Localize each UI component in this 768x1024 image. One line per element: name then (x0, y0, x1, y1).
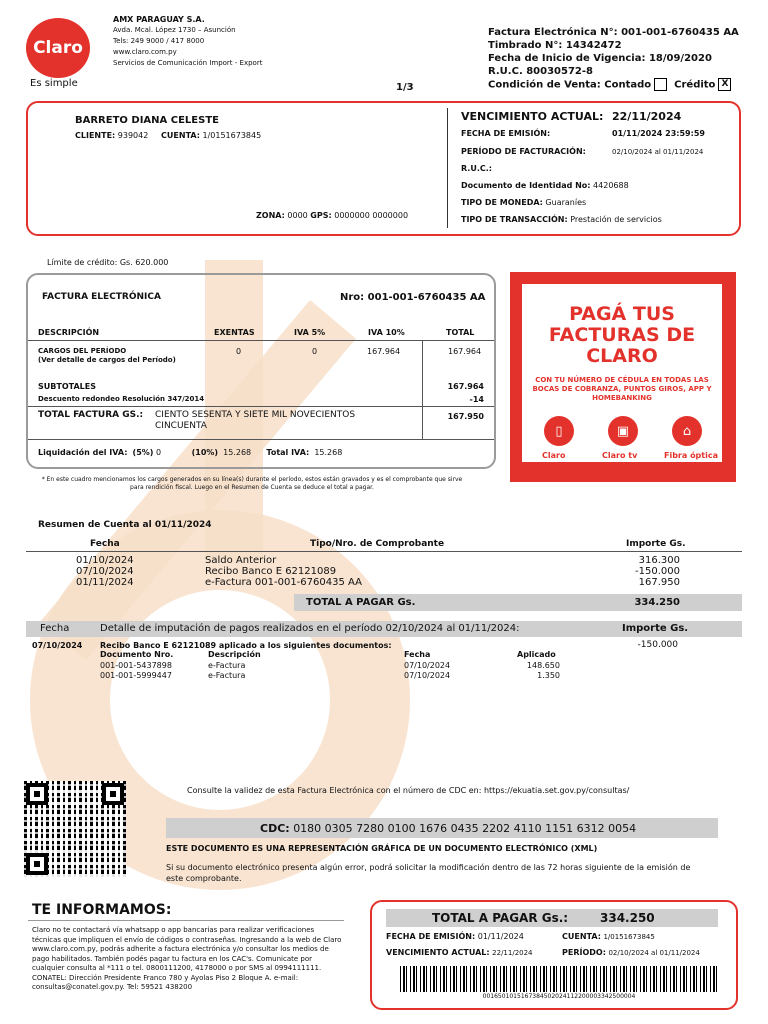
stub-cuenta-label: CUENTA: (562, 932, 601, 941)
table-line (28, 406, 494, 407)
ad-panel (522, 284, 722, 462)
summary-col-fecha: Fecha (90, 539, 120, 549)
customer-divider (447, 108, 448, 228)
row1-desc-main: CARGOS DEL PERÍODO (38, 347, 127, 355)
cdc-consult: Consulte la validez de esta Factura Electrónica con el número de CDC en: https://ekuatia.set.gov.py/consultas/ (187, 786, 630, 795)
summary-row-tipo: e-Factura 001-001-6760435 AA (205, 577, 362, 588)
row1-desc (38, 347, 176, 365)
cliente-label: CLIENTE: (75, 131, 116, 140)
company-activity: Servicios de Comunicación Import - Export (113, 59, 263, 67)
invoice-header (488, 26, 739, 92)
subtotales-label: SUBTOTALES (38, 382, 96, 391)
total-factura-words: CIENTO SESENTA Y SIETE MIL NOVECIENTOS CINCUENTA (155, 410, 356, 431)
payments-sub-aplicado: Aplicado (517, 650, 556, 659)
claro-logo (26, 18, 90, 78)
liq-5-value: 0 (155, 448, 162, 457)
barcode-number: 0016501015167384502024112200003342500004 (482, 993, 636, 1000)
summary-line (26, 551, 742, 552)
fact-nro: Nro: 001-001-6760435 AA (340, 292, 486, 303)
payments-col-importe: Importe Gs. (622, 623, 689, 634)
table-vline (422, 340, 423, 440)
stub-total-label: TOTAL A PAGAR Gs.: (432, 911, 569, 925)
ruc-label: R.U.C.: (461, 164, 492, 173)
fact-footnote: * En este cuadro mencionamos los cargos generados en su línea(s) durante el período, estos están gravados y es el comprobante que sirve para rendición fiscal. Luego en el Resumen de Cuenta se deduce el total a pagar. (41, 476, 463, 491)
row1-exentas: 0 (236, 347, 242, 356)
row1-iva5: 0 (312, 347, 318, 356)
fact-title: FACTURA ELECTRÓNICA (42, 292, 161, 302)
zona-label: ZONA: (256, 211, 285, 220)
tv-icon: ▣ (608, 416, 638, 446)
logo-text: Claro (33, 38, 83, 58)
payment-doc-aplicado: 1.350 (537, 671, 560, 680)
stub-periodo-label: PERÍODO: (562, 948, 606, 957)
credit-limit: Límite de crédito: Gs. 620.000 (47, 258, 169, 267)
cdc-label: CDC: (260, 822, 290, 835)
stub-cuenta (562, 932, 655, 941)
liq-label: Liquidación del IVA: (38, 448, 128, 457)
company-web: www.claro.com.py (113, 48, 177, 56)
condicion-label: Condición de Venta: (488, 79, 601, 91)
transaccion-label: TIPO DE TRANSACCIÓN: (461, 215, 568, 224)
transaccion-value: Prestación de servicios (570, 215, 662, 224)
row1-total: 167.964 (448, 347, 482, 356)
gps-label: GPS: (310, 211, 332, 220)
doc-row (461, 181, 629, 190)
descuento-value: -14 (469, 395, 484, 404)
timbrado: Timbrado N°: 14342472 (488, 40, 622, 51)
payments-doc-descs (208, 661, 245, 681)
row1-iva10: 167.964 (367, 347, 401, 356)
payment-doc-fecha: 07/10/2024 (404, 671, 451, 680)
payment-doc-fecha: 07/10/2024 (404, 661, 451, 670)
summary-row-fecha: 01/10/2024 (76, 555, 134, 566)
subtotales-value: 167.964 (447, 382, 484, 391)
qr-finder (26, 853, 48, 875)
stub-total-value: 334.250 (600, 911, 655, 925)
payments-doc-fechas (404, 661, 450, 681)
stub-emision-value: 01/11/2024 (477, 932, 524, 941)
summary-row-tipo: Saldo Anterior (205, 555, 277, 566)
xml-notice: ESTE DOCUMENTO ES UNA REPRESENTACIÓN GRÁFICA DE UN DOCUMENTO ELECTRÓNICO (XML) (166, 844, 598, 853)
summary-col-importe: Importe Gs. (626, 539, 686, 549)
moneda-value: Guaraníes (545, 198, 587, 207)
payments-doc-aplicados (500, 661, 560, 681)
payments-sub-doc: Documento Nro. (100, 650, 174, 659)
stub-emision-label: FECHA DE EMISIÓN: (386, 932, 476, 941)
payment-desc: Recibo Banco E 62121089 aplicado a los siguientes documentos: (100, 641, 392, 650)
summary-title: Resumen de Cuenta al 01/11/2024 (38, 520, 212, 530)
stub-periodo-value: 02/10/2024 al 01/11/2024 (608, 949, 700, 957)
stub-emision (386, 932, 524, 941)
company-ruc: R.U.C. 80030572-8 (488, 66, 593, 77)
customer-ids (75, 131, 261, 140)
ad-label-fibra: Fibra óptica (664, 451, 718, 460)
summary-tipos (205, 555, 362, 588)
venc-value: 22/11/2024 (612, 110, 682, 123)
info-line (28, 920, 344, 921)
payment-doc-nro: 001-001-5999447 (100, 671, 172, 680)
credito-checkbox: X (718, 78, 731, 91)
contado-label: Contado (604, 79, 652, 91)
zona-gps (256, 211, 408, 220)
total-factura-value: 167.950 (447, 412, 484, 421)
stub-venc-label: VENCIMIENTO ACTUAL: (386, 948, 490, 957)
summary-importes (600, 555, 680, 588)
home-icon: ⌂ (672, 416, 702, 446)
summary-col-tipo: Tipo/Nro. de Comprobante (310, 539, 445, 549)
descuento-label: Descuento redondeo Resolución 347/2014 (38, 395, 205, 403)
stub-venc (386, 948, 533, 957)
liq-10-label: (10%) (191, 448, 219, 457)
payment-doc-nro: 001-001-5437898 (100, 661, 172, 670)
credito-label: Crédito (674, 79, 716, 91)
total-iva-value: 15.268 (314, 448, 343, 457)
table-line (28, 439, 494, 440)
phone-icon: ▯ (544, 416, 574, 446)
summary-row-importe: -150.000 (635, 566, 680, 577)
payments-sub-fecha: Fecha (404, 650, 431, 659)
zona-value: 0000 (287, 211, 308, 220)
liquidacion-row (38, 448, 342, 457)
row1-desc-sub: (Ver detalle de cargos del Período) (38, 356, 176, 364)
qr-finder (102, 783, 124, 805)
ad-label-tv: Claro tv (602, 451, 638, 460)
cliente-value: 939042 (117, 131, 149, 140)
payments-sub-desc: Descripción (208, 650, 261, 659)
company-block (113, 14, 262, 69)
summary-row-fecha: 07/10/2024 (76, 566, 134, 577)
col-exentas: EXENTAS (214, 328, 255, 337)
barcode (400, 966, 718, 992)
stub-periodo (562, 948, 700, 957)
payment-doc-desc: e-Factura (208, 671, 246, 680)
col-iva5: IVA 5% (294, 328, 326, 337)
invoice-number: Factura Electrónica N°: 001-001-6760435 AA (488, 27, 739, 38)
doc-value: 4420688 (593, 181, 629, 190)
emision-value: 01/11/2024 23:59:59 (612, 129, 705, 138)
periodo-value: 02/10/2024 al 01/11/2024 (612, 148, 704, 156)
liq-5-label: (5%) (132, 448, 154, 457)
payments-doc-nros (100, 661, 172, 681)
payment-fecha: 07/10/2024 (32, 641, 83, 650)
payments-col-fecha: Fecha (40, 623, 70, 634)
cuenta-value: 1/0151673845 (202, 131, 262, 140)
stub-cuenta-value: 1/0151673845 (603, 933, 655, 941)
cdc-line (260, 822, 636, 835)
summary-row-importe: 167.950 (638, 577, 680, 588)
contado-checkbox (654, 78, 667, 91)
gps-value: 0000000 0000000 (334, 211, 409, 220)
error-note: Si su documento electrónico presenta algún error, podrá solicitar la modificación dentro de las 72 horas siguiente de la emisión de este comprobante. (166, 863, 691, 883)
moneda-row (461, 198, 586, 207)
info-text: Claro no te contactará vía whatsapp o app bancarias para realizar verificaciones técnicas que impliquen el envío de códigos o contraseñas. Ingresando a la web de Claro www.claro.com.py, podrás adherite a factura electrónica y/o consultar los medios de pago habilitados. También podés pagar tu factura en los CAC's. Comunicate por cualquier consulta al *111 o tel. 0800111200, 4178000 o por SMS al 0994111111. CONATEL: Dirección Presidente Franco 780 y Ayolas Piso 2 Bloque A. e-mail: consultas@conatel.gov.py. Tel: 59521 438200 (32, 926, 342, 991)
emision-label: FECHA DE EMISIÓN: (461, 129, 551, 138)
summary-row-tipo: Recibo Banco E 62121089 (205, 566, 337, 577)
cdc-value: 0180 0305 7280 0100 1676 0435 2202 4110 1151 6312 0054 (293, 822, 637, 835)
transaccion-row (461, 215, 662, 224)
payments-col-detalle: Detalle de imputación de pagos realizados en el período 02/10/2024 al 01/11/2024: (100, 623, 520, 634)
company-phones: Tels: 249 9000 / 417 8000 (113, 37, 205, 45)
payment-doc-aplicado: 148.650 (526, 661, 560, 670)
stub-venc-value: 22/11/2024 (492, 949, 533, 957)
company-address: Avda. Mcal. López 1730 – Asunción (113, 26, 236, 34)
payment-ad (510, 272, 736, 482)
summary-row-fecha: 01/11/2024 (76, 577, 134, 588)
ad-subtitle: CON TU NÚMERO DE CÉDULA EN TODAS LAS BOCAS DE COBRANZA, PUNTOS GIROS, APP Y HOMEBANKING (532, 376, 712, 402)
liq-10-value: 15.268 (223, 448, 252, 457)
periodo-label: PERÍODO DE FACTURACIÓN: (461, 147, 586, 156)
ad-title: PAGÁ TUS FACTURAS DE CLARO (548, 303, 696, 367)
ad-label-claro: Claro (542, 451, 566, 460)
summary-total-value: 334.250 (634, 597, 680, 608)
condicion-venta (488, 78, 739, 92)
table-line (28, 340, 494, 341)
vigencia: Fecha de Inicio de Vigencia: 18/09/2020 (488, 53, 712, 64)
payment-importe: -150.000 (637, 640, 678, 650)
total-iva-label: Total IVA: (266, 448, 310, 457)
venc-label: VENCIMIENTO ACTUAL: (461, 110, 604, 123)
payment-doc-desc: e-Factura (208, 661, 246, 670)
col-iva10: IVA 10% (368, 328, 405, 337)
customer-name: BARRETO DIANA CELESTE (75, 115, 219, 126)
page-number: 1/3 (396, 82, 414, 93)
info-title: TE INFORMAMOS: (32, 902, 172, 918)
total-factura-label: TOTAL FACTURA GS.: (38, 410, 144, 420)
cuenta-label: CUENTA: (161, 131, 200, 140)
col-total: TOTAL (446, 328, 475, 337)
summary-row-importe: 316.300 (638, 555, 680, 566)
col-descripcion: DESCRIPCIÓN (38, 328, 100, 337)
qr-finder (26, 783, 48, 805)
doc-label: Documento de Identidad No: (461, 181, 591, 190)
moneda-label: TIPO DE MONEDA: (461, 198, 543, 207)
summary-fechas (76, 555, 134, 588)
slogan: Es simple (30, 78, 78, 89)
summary-total-label: TOTAL A PAGAR Gs. (306, 597, 416, 608)
company-name: AMX PARAGUAY S.A. (113, 15, 205, 24)
